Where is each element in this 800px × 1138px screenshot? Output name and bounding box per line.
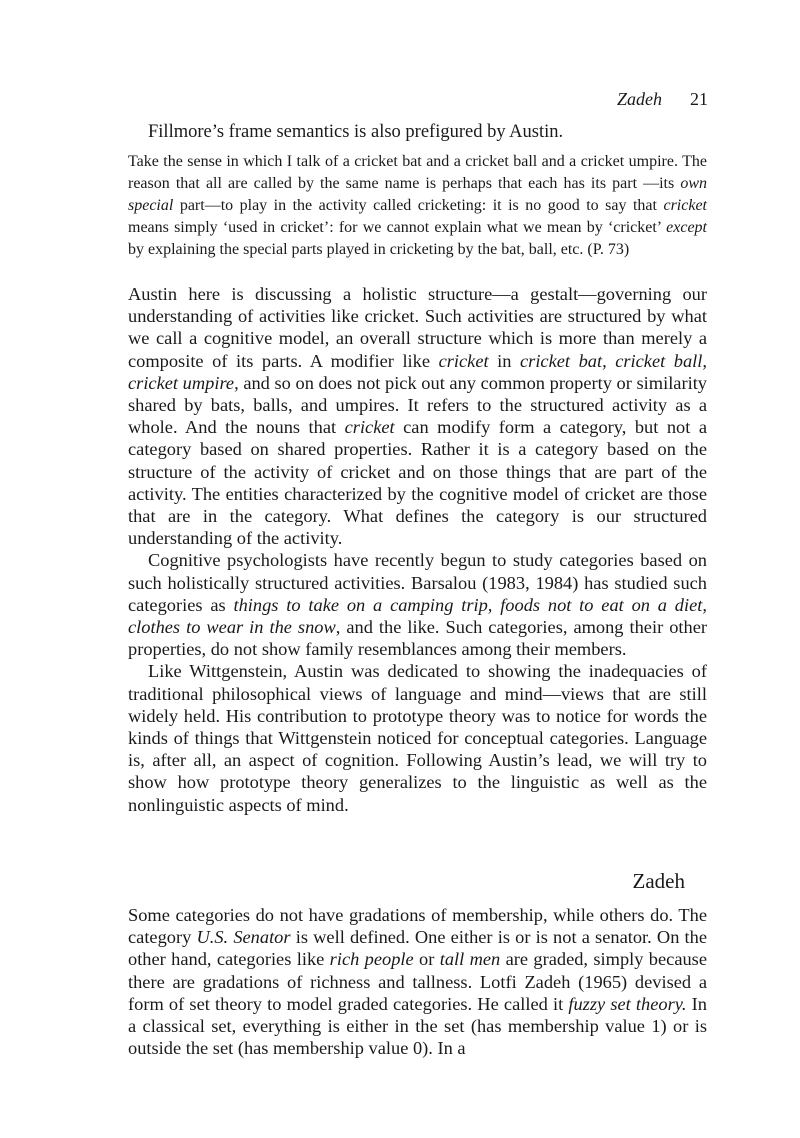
quote-text-1: Take the sense in which I talk of a cricket bat and a cricket ball and a cricket umpire. The reason that all are called by the same name is perhaps that each has its part —its (128, 153, 707, 192)
running-head-title: Zadeh (617, 89, 662, 109)
p2-text-a: Cognitive psychologists have recently begun to study categories based on such holistically structured activities. Barsalou (1983, 1984) has studied such categories as (128, 550, 707, 615)
paragraph-2 (128, 549, 707, 660)
p1-text-d: can modify form a category, but not a category based on shared properties. Rather it is a category based on the structure of the activity of cricket and on those things that are part of the activity. The entities characterized by the cognitive model of cricket are those that are in the category. What defines the category is our structured understanding of the activity. (128, 417, 707, 549)
s-text-d: are graded, simply because there are gradations of richness and tallness. Lotfi Zadeh (1965) devised a form of set theory to model graded categories. He called it (128, 949, 707, 1014)
s-emphasis-a: U.S. Senator (196, 927, 291, 948)
quote-text-4: by explaining the special parts played in cricketing by the bat, ball, etc. (P. 73) (128, 241, 630, 258)
paragraph-3: Like Wittgenstein, Austin was dedicated to showing the inadequacies of traditional philosophical views of language and mind—views that are still widely held. His contribution to prototype theory was to notice for words the kinds of things that Wittgenstein noticed for conceptual categories. Language is, after all, an aspect of cognition. Following Austin’s lead, we will try to show how prototype theory generalizes to the linguistic as well as the nonlinguistic aspects of mind. (128, 661, 707, 815)
block-quote (128, 151, 707, 261)
lead-in-sentence: Fillmore’s frame semantics is also prefigured by Austin. (148, 122, 564, 142)
s-emphasis-c: tall men (439, 949, 501, 970)
p2-text-b: , and the like. Such categories, among their other properties, do not show family resemblances among their members. (128, 617, 707, 660)
running-head (617, 88, 708, 110)
section-paragraph-1 (128, 904, 707, 1059)
p1-emphasis-b: cricket bat, cricket ball, cricket umpire, (128, 350, 707, 393)
section-heading: Zadeh (632, 869, 685, 893)
section-body-text (128, 904, 707, 1070)
s-text-c: or (413, 949, 440, 970)
p1-emphasis-a: cricket (438, 350, 489, 371)
quote-emphasis-1: own special (128, 175, 707, 214)
body-text (128, 283, 707, 816)
s-text-a: Some categories do not have gradations of membership, while others do. The category (128, 905, 707, 948)
s-emphasis-d: fuzzy set theory. (568, 993, 687, 1014)
p1-text-b: in (488, 350, 520, 371)
quote-emphasis-3: except (666, 219, 707, 236)
quote-emphasis-2: cricket (663, 197, 707, 214)
p1-emphasis-c: cricket (344, 417, 395, 438)
p1-text-c: and so on does not pick out any common property or similarity shared by bats, balls, and umpires. It refers to the structured activity as a whole. And the nouns that (128, 372, 708, 438)
s-text-b: is well defined. One either is or is not a senator. On the other hand, categories like (128, 927, 707, 970)
quote-text-2: part—to play in the activity called cricketing: it is no good to say that (173, 197, 664, 214)
p1-text-a: Austin here is discussing a holistic structure—a gestalt—governing our understanding of activities like cricket. Such activities are structured by what we call a cognitive model, an overall structure which is more than merely a composite of its parts. A modifier like (128, 284, 707, 371)
s-emphasis-b: rich people (329, 949, 414, 970)
p2-emphasis-a: things to take on a camping trip, foods not to eat on a diet, clothes to wear in the snow (128, 594, 707, 638)
s-text-e: In a classical set, everything is either in the set (has membership value 1) or is outside the set (has membership value 0). In a (128, 993, 707, 1059)
paragraph-1 (128, 283, 707, 549)
quote-text-3: means simply ‘used in cricket’: for we cannot explain what we mean by ‘cricket’ (128, 219, 667, 236)
page-number: 21 (690, 89, 708, 109)
